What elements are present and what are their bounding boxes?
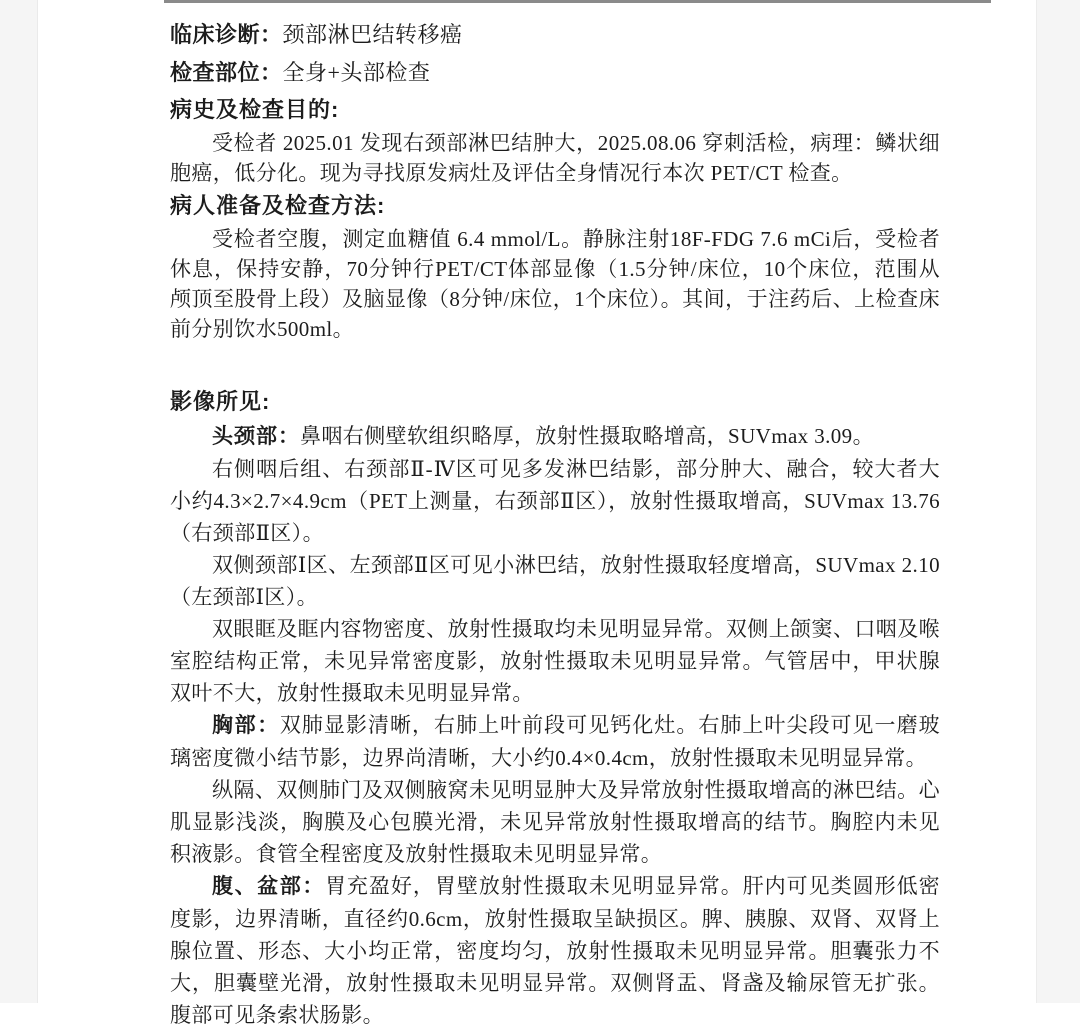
preparation-paragraph: 受检者空腹，测定血糖值 6.4 mmol/L。静脉注射18F-FDG 7.6 mCi后，受检者休息，保持安静，70分钟行PET/CT体部显像（1.5分钟/床位，10个床位，范围从颅顶至股骨上段）及脑显像（8分钟/床位，1个床位）。其间，于注药后、上检查床前分别饮水500ml。 (170, 227, 940, 341)
viewer-left-margin (0, 0, 38, 1003)
finding-paragraph-chest (170, 709, 940, 774)
section-gap (170, 344, 940, 384)
exam-region-label: 检查部位： (170, 60, 283, 85)
finding-text: 双眼眶及眶内容物密度、放射性摄取均未见明显异常。双侧上颌窦、口咽及喉室腔结构正常，未见异常密度影，放射性摄取未见明显异常。气管居中，甲状腺双叶不大，放射性摄取未见明显异常。 (170, 617, 940, 705)
viewer-right-margin (1036, 0, 1080, 1003)
clinical-diagnosis-value: 颈部淋巴结转移癌 (282, 22, 463, 47)
finding-label-head-neck: 头颈部： (212, 425, 300, 448)
findings-section (170, 420, 940, 1031)
finding-paragraph-abdomen-pelvis (170, 870, 940, 1031)
finding-paragraph (170, 613, 940, 709)
history-paragraph: 受检者 2025.01 发现右颈部淋巴结肿大，2025.08.06 穿刺活检，病理：鳞状细胞癌，低分化。现为寻找原发病灶及评估全身情况行本次 PET/CT 检查。 (170, 131, 940, 185)
finding-paragraph (170, 453, 940, 549)
exam-region-value: 全身+头部检查 (282, 60, 431, 85)
finding-text: 双肺显影清晰，右肺上叶前段可见钙化灶。右肺上叶尖段可见一磨玻璃密度微小结节影，边界尚清晰，大小约0.4×0.4cm，放射性摄取未见明显异常。 (170, 713, 940, 770)
clinical-diagnosis-label: 临床诊断： (170, 22, 283, 47)
page-top-rule (164, 0, 991, 3)
finding-text: 胃充盈好，胃壁放射性摄取未见明显异常。肝内可见类圆形低密度影，边界清晰，直径约0.6cm，放射性摄取呈缺损区。脾、胰腺、双肾、双肾上腺位置、形态、大小均正常，密度均匀，放射性摄取未见明显异常。胆囊张力不大，胆囊壁光滑，放射性摄取未见明显异常。双侧肾盂、肾盏及输尿管无扩张。腹部可见条索状肠影。 (170, 874, 940, 1027)
finding-label-chest: 胸部： (212, 714, 280, 737)
field-exam-region (170, 54, 940, 92)
finding-paragraph (170, 774, 940, 870)
finding-text: 双侧颈部Ⅰ区、左颈部Ⅱ区可见小淋巴结，放射性摄取轻度增高，SUVmax 2.10（左颈部Ⅰ区）。 (170, 553, 940, 609)
finding-paragraph (170, 549, 940, 613)
finding-text: 鼻咽右侧壁软组织略厚，放射性摄取略增高，SUVmax 3.09。 (300, 424, 874, 448)
finding-paragraph-head-neck (170, 420, 940, 453)
report-page (170, 16, 940, 1031)
preparation-heading: 病人准备及检查方法: (170, 193, 386, 218)
finding-text: 纵隔、双侧肺门及双侧腋窝未见明显肿大及异常放射性摄取增高的淋巴结。心肌显影浅淡，胸膜及心包膜光滑，未见异常放射性摄取增高的结节。胸腔内未见积液影。食管全程密度及放射性摄取未见明显异常。 (170, 778, 940, 866)
history-heading: 病史及检查目的: (170, 97, 340, 122)
field-clinical-diagnosis (170, 16, 940, 54)
finding-label-abdomen-pelvis: 腹、盆部： (212, 875, 325, 898)
finding-text: 右侧咽后组、右颈部Ⅱ-Ⅳ区可见多发淋巴结影，部分肿大、融合，较大者大小约4.3×2.7×4.9cm（PET上测量，右颈部Ⅱ区），放射性摄取增高，SUVmax 13.76（右颈部Ⅱ区）。 (170, 457, 940, 545)
findings-heading: 影像所见: (170, 389, 271, 414)
